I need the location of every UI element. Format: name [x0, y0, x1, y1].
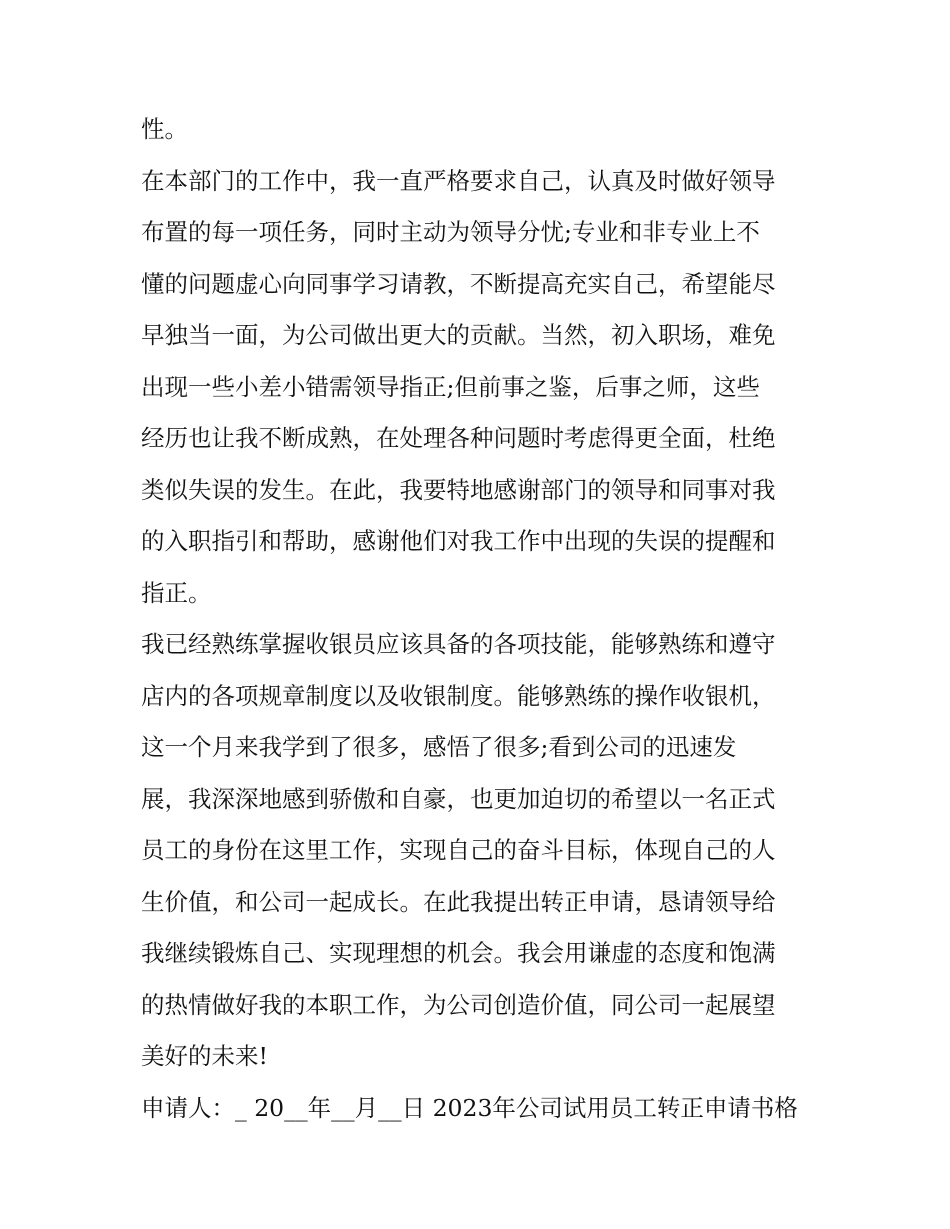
text-line: 出现一些小差小错需领导指正;但前事之鉴，后事之师，这些 — [141, 372, 760, 401]
text-line: 这一个月来我学到了很多，感悟了很多;看到公司的迅速发 — [141, 733, 737, 761]
text-line: 员工的身份在这里工作，实现自己的奋斗目标，体现自己的人 — [141, 836, 776, 864]
text-line: 的入职指引和帮助，感谢他们对我工作中出现的失误的提醒和 — [141, 527, 776, 555]
text-line: 店内的各项规章制度以及收银制度。能够熟练的操作收银机， — [141, 681, 776, 710]
text-line: 指正。 — [141, 578, 212, 607]
text-line: 展，我深深地感到骄傲和自豪，也更加迫切的希望以一名正式 — [141, 784, 776, 813]
document-body — [141, 104, 821, 1134]
text-line: 生价值，和公司一起成长。在此我提出转正申请，恳请领导给 — [141, 887, 776, 916]
text-line: 的热情做好我的本职工作，为公司创造价值，同公司一起展望 — [141, 990, 776, 1019]
text-line: 布置的每一项任务，同时主动为领导分忧;专业和非专业上不 — [141, 218, 760, 246]
signature-line: 申请人：_ 20__年__月__日 2023年公司试用员工转正申请书格 — [141, 1093, 798, 1122]
text-line: 性。 — [141, 115, 188, 143]
text-line: 美好的未来! — [141, 1042, 268, 1070]
text-line: 我继续锻炼自己、实现理想的机会。我会用谦虚的态度和饱满 — [141, 939, 776, 967]
text-line: 经历也让我不断成熟，在处理各种问题时考虑得更全面，杜绝 — [141, 424, 776, 452]
text-line: 早独当一面，为公司做出更大的贡献。当然，初入职场，难免 — [141, 321, 776, 349]
text-line: 我已经熟练掌握收银员应该具备的各项技能，能够熟练和遵守 — [141, 630, 776, 658]
text-line: 在本部门的工作中，我一直严格要求自己，认真及时做好领导 — [141, 166, 776, 195]
text-line: 懂的问题虚心向同事学习请教，不断提高充实自己，希望能尽 — [141, 269, 776, 298]
text-line: 类似失误的发生。在此，我要特地感谢部门的领导和同事对我 — [141, 475, 776, 504]
